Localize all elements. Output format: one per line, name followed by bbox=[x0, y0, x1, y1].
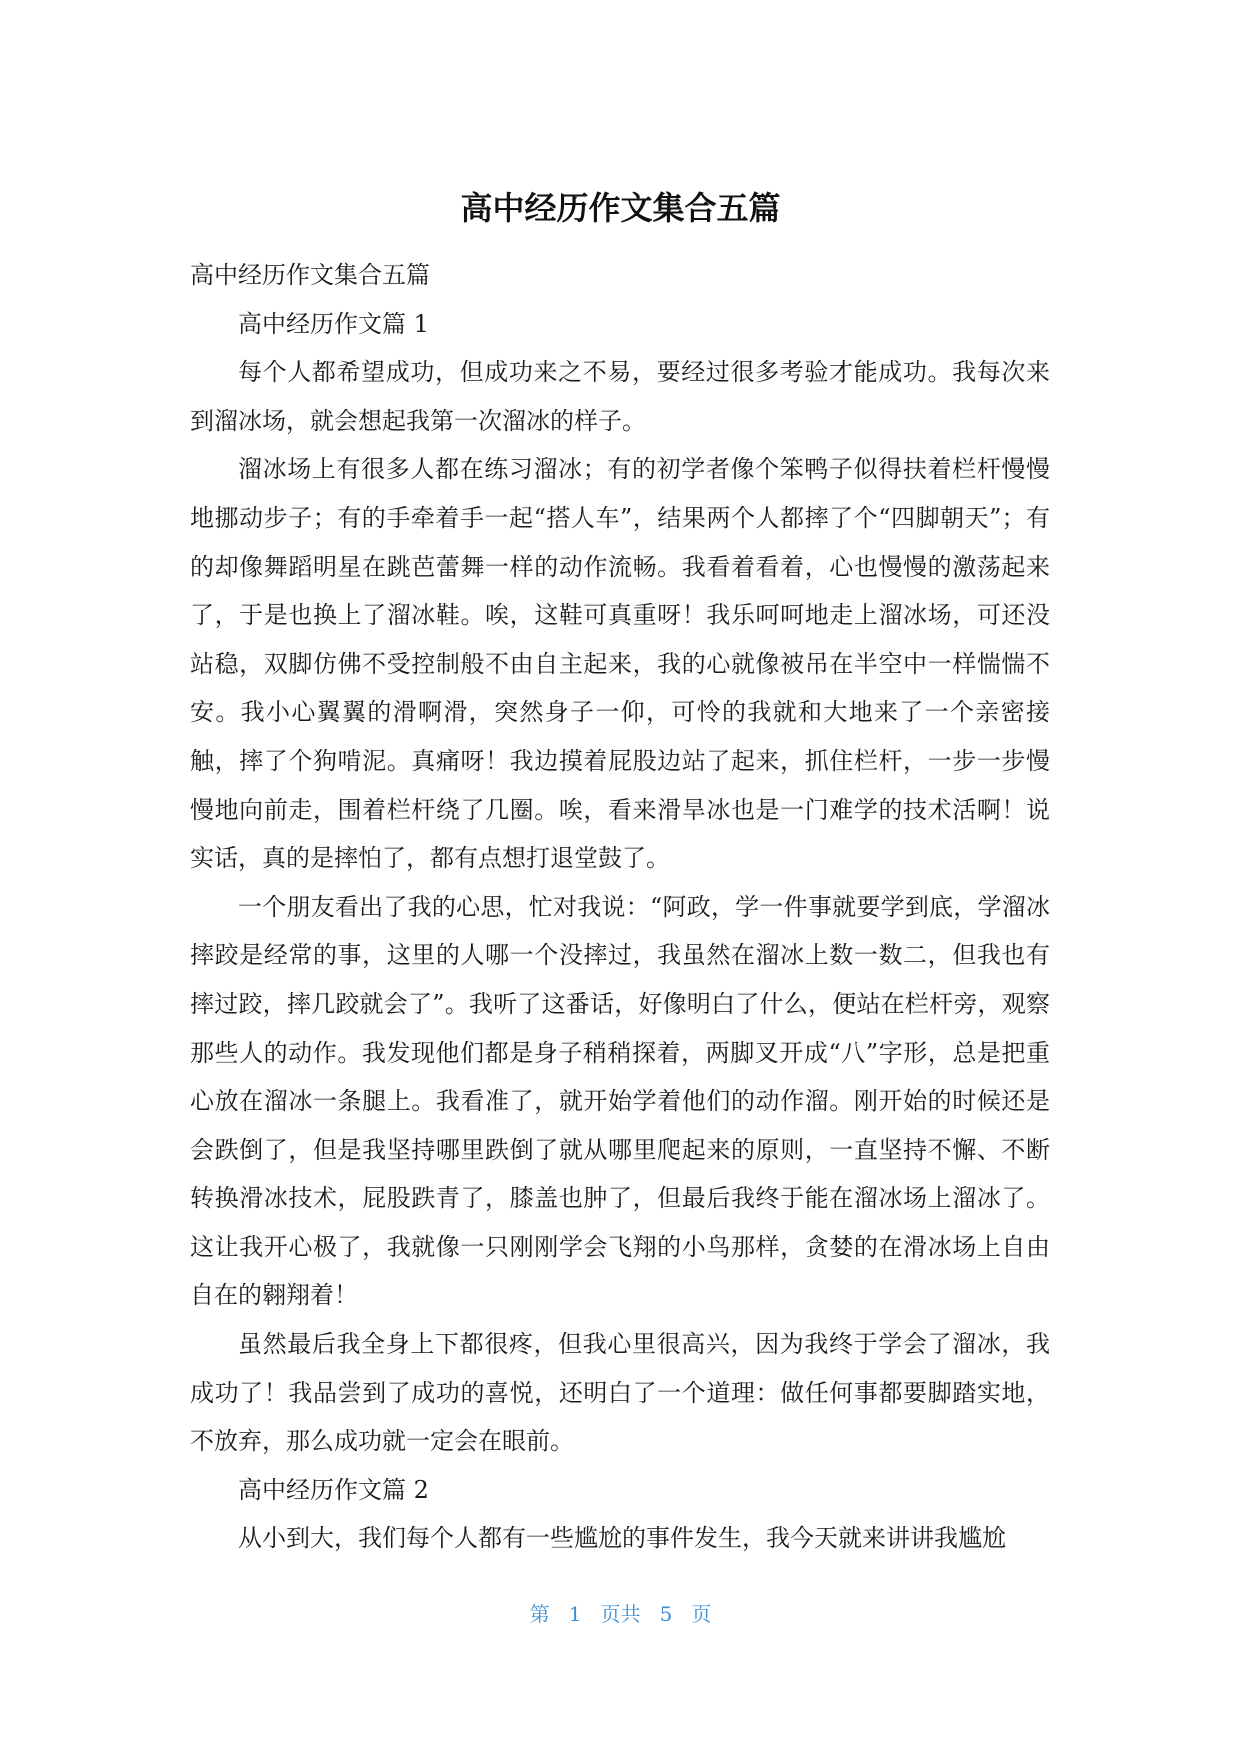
paragraph-essay-1-heading: 高中经历作文篇 1 bbox=[238, 309, 429, 338]
paragraph-essay-2-heading: 高中经历作文篇 2 bbox=[238, 1475, 429, 1504]
paragraph: 虽然最后我全身上下都很疼，但我心里很高兴，因为我终于学会了溜冰，我成功了！我品尝到了成功的喜悦，还明白了一个道理：做任何事都要脚踏实地，不放弃，那么成功就一定会在眼前。 bbox=[190, 1330, 1050, 1456]
paragraph: 每个人都希望成功，但成功来之不易，要经过很多考验才能成功。我每次来到溜冰场，就会想起我第一次溜冰的样子。 bbox=[190, 358, 1050, 435]
footer-middle: 页共 bbox=[600, 1602, 641, 1626]
paragraph: 一个朋友看出了我的心思，忙对我说：“阿政，学一件事就要学到底，学溜冰摔跤是经常的事，这里的人哪一个没摔过，我虽然在溜冰上数一数二，但我也有摔过跤，摔几跤就会了”。我听了这番话，好像明白了什么，便站在栏杆旁，观察那些人的动作。我发现他们都是身子稍稍探着，两脚叉开成“八”字形，总是把重心放在溜冰一条腿上。我看准了，就开始学着他们的动作溜。刚开始的时候还是会跌倒了，但是我坚持哪里跌倒了就从哪里爬起来的原则，一直坚持不懈、不断转换滑冰技术，屁股跌青了，膝盖也肿了，但最后我终于能在溜冰场上溜冰了。这让我开心极了，我就像一只刚刚学会飞翔的小鸟那样，贪婪的在滑冰场上自由自在的翱翔着！ bbox=[190, 892, 1050, 1310]
page-footer bbox=[0, 1600, 1241, 1628]
document-body bbox=[190, 251, 1050, 1563]
paragraph: 从小到大，我们每个人都有一些尴尬的事件发生，我今天就来讲讲我尴尬 bbox=[238, 1524, 1006, 1553]
total-pages-number: 5 bbox=[659, 1602, 673, 1626]
current-page-number: 1 bbox=[568, 1602, 582, 1626]
paragraph-intro-title: 高中经历作文集合五篇 bbox=[190, 261, 430, 289]
footer-prefix: 第 bbox=[529, 1602, 550, 1626]
document-title: 高中经历作文集合五篇 bbox=[460, 189, 781, 227]
footer-suffix: 页 bbox=[691, 1602, 712, 1626]
paragraph: 溜冰场上有很多人都在练习溜冰；有的初学者像个笨鸭子似得扶着栏杆慢慢地挪动步子；有的手牵着手一起“搭人车”，结果两个人都摔了个“四脚朝天”；有的却像舞蹈明星在跳芭蕾舞一样的动作流畅。我看着看着，心也慢慢的激荡起来了，于是也换上了溜冰鞋。唉，这鞋可真重呀！我乐呵呵地走上溜冰场，可还没站稳，双脚仿佛不受控制般不由自主起来，我的心就像被吊在半空中一样惴惴不安。我小心翼翼的滑啊滑，突然身子一仰，可怜的我就和大地来了一个亲密接触，摔了个狗啃泥。真痛呀！我边摸着屁股边站了起来，抓住栏杆，一步一步慢慢地向前走，围着栏杆绕了几圈。唉，看来滑旱冰也是一门难学的技术活啊！说实话，真的是摔怕了，都有点想打退堂鼓了。 bbox=[190, 455, 1050, 873]
